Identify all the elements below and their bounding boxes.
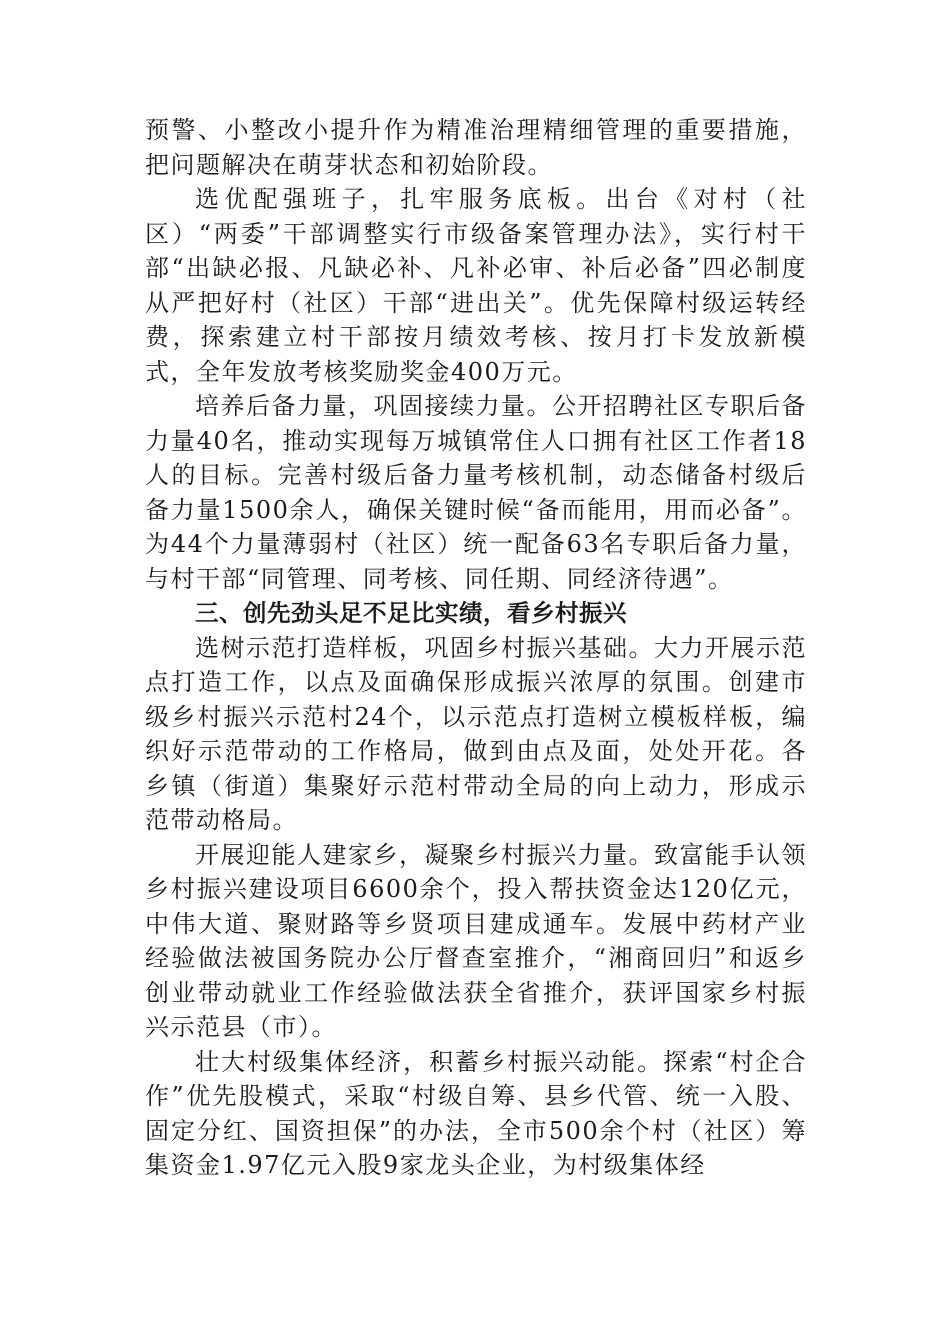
- paragraph-reserve-force: 培养后备力量，巩固接续力量。公开招聘社区专职后备力量40名，推动实现每万城镇常住人口拥有社区工作者18人的目标。完善村级后备力量考核机制，动态储备村级后备力量1500余人，确保关键时候“备而能用，用而必备”。为44个力量薄弱村（社区）统一配备63名专职后备力量，与村干部“同管理、同考核、同任期、同经济待遇”。: [145, 392, 807, 593]
- paragraph-collective-economy: 壮大村级集体经济，积蓄乡村振兴动能。探索“村企合作”优先股模式，采取“村级自筹、县乡代管、统一入股、固定分红、国资担保”的办法，全市500余个村（社区）筹集资金1.97亿元入股9家龙头企业，为村级集体经: [145, 1047, 807, 1179]
- paragraph-demonstration: 选树示范打造样板，巩固乡村振兴基础。大力开展示范点打造工作，以点及面确保形成振兴浓厚的氛围。创建市级乡村振兴示范村24个，以示范点打造树立模板样板，编织好示范带动的工作格局，做到由点及面，处处开花。各乡镇（街道）集聚好示范村带动全局的向上动力，形成示范带动格局。: [145, 633, 807, 834]
- paragraph-team-building: 选优配强班子，扎牢服务底板。出台《对村（社区）“两委”干部调整实行市级备案管理办法》，实行村干部“出缺必报、凡缺必补、凡补必审、补后必备”四必制度从严把好村（社区）干部“进出关”。优先保障村级运转经费，探索建立村干部按月绩效考核、按月打卡发放新模式，全年发放考核奖励奖金400万元。: [145, 185, 807, 386]
- document-page: [145, 113, 807, 1183]
- section-heading: 三、创先劲头足不足比实绩，看乡村振兴: [195, 599, 627, 627]
- paragraph-talent: 开展迎能人建家乡，凝聚乡村振兴力量。致富能手认领乡村振兴建设项目6600余个，投入帮扶资金达120亿元，中伟大道、聚财路等乡贤项目建成通车。发展中药材产业经验做法被国务院办公厅督查室推介，“湘商回归”和返乡创业带动就业工作经验做法获全省推介，获评国家乡村振兴示范县（市）。: [145, 840, 807, 1041]
- paragraph-continuation: 预警、小整改小提升作为精准治理精细管理的重要措施，把问题解决在萌芽状态和初始阶段。: [145, 116, 807, 179]
